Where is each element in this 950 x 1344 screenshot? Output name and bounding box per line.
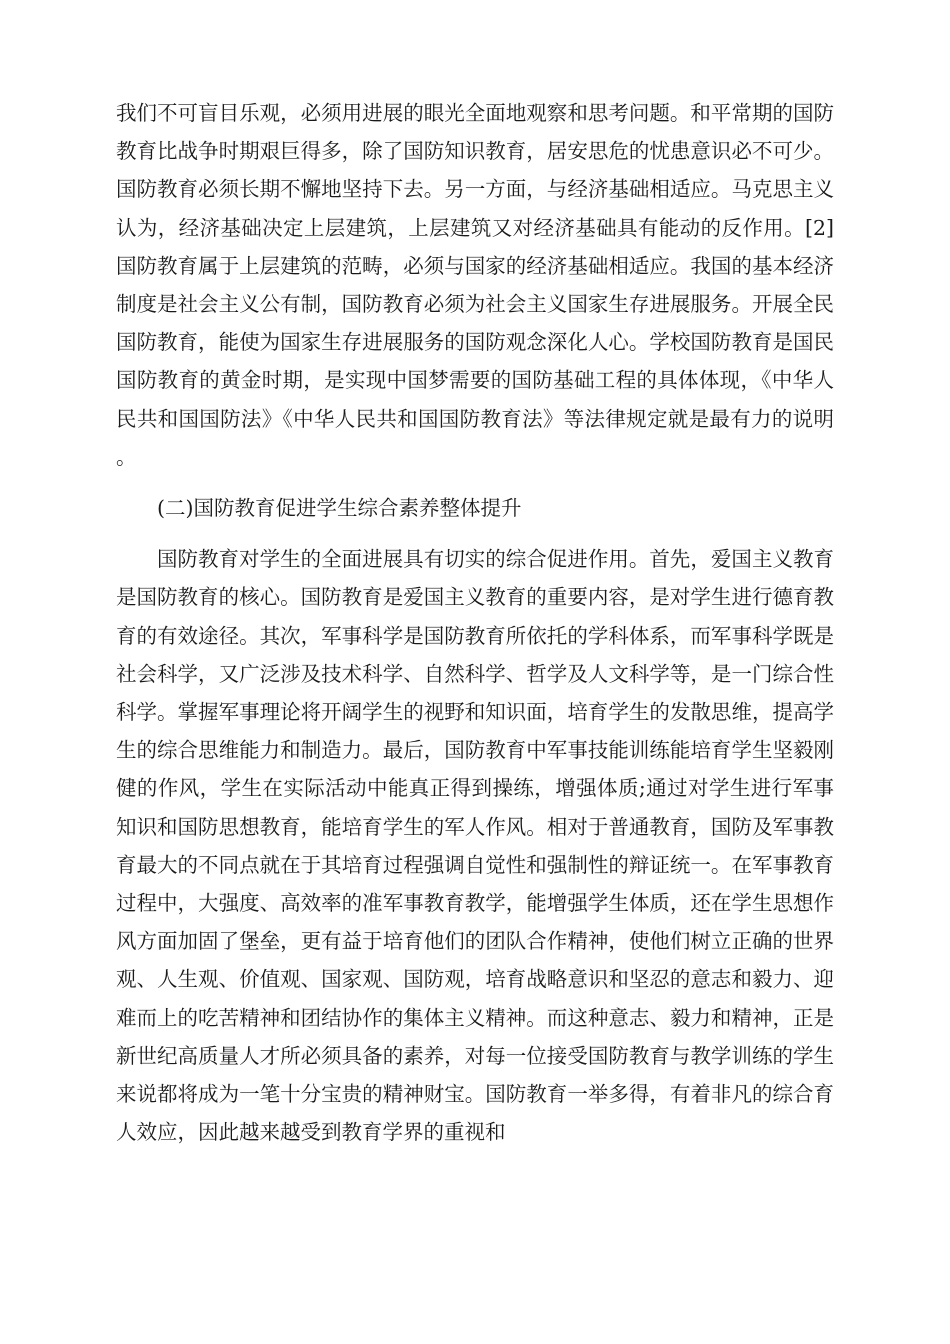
- body-paragraph-1: 我们不可盲目乐观，必须用进展的眼光全面地观察和思考问题。和平常期的国防教育比战争时期艰巨得多，除了国防知识教育，居安思危的忧患意识必不可少。国防教育必须长期不懈地坚持下去。另一方面，与经济基础相适应。马克思主义认为，经济基础决定上层建筑，上层建筑又对经济基础具有能动的反作用。[2]国防教育属于上层建筑的范畴，必须与国家的经济基础相适应。我国的基本经济制度是社会主义公有制，国防教育必须为社会主义国家生存进展服务。开展全民国防教育，能使为国家生存进展服务的国防观念深化人心。学校国防教育是国民国防教育的黄金时期，是实现中国梦需要的国防基础工程的具体体现，《中华人民共和国国防法》《中华人民共和国国防教育法》等法律规定就是最有力的说明。: [116, 101, 834, 469]
- body-paragraph-2: 国防教育对学生的全面进展具有切实的综合促进作用。首先，爱国主义教育是国防教育的核心。国防教育是爱国主义教育的重要内容，是对学生进行德育教育的有效途径。其次，军事科学是国防教育所依托的学科体系，而军事科学既是社会科学，又广泛涉及技术科学、自然科学、哲学及人文科学等，是一门综合性科学。掌握军事理论将开阔学生的视野和知识面，培育学生的发散思维，提高学生的综合思维能力和制造力。最后，国防教育中军事技能训练能培育学生坚毅刚健的作风，学生在实际活动中能真正得到操练，增强体质;通过对学生进行军事知识和国防思想教育，能培育学生的军人作风。相对于普通教育，国防及军事教育最大的不同点就在于其培育过程强调自觉性和强制性的辩证统一。在军事教育过程中，大强度、高效率的准军事教育教学，能增强学生体质，还在学生思想作风方面加固了堡垒，更有益于培育他们的团队合作精神，使他们树立正确的世界观、人生观、价值观、国家观、国防观，培育战略意识和坚忍的意志和毅力、迎难而上的吃苦精神和团结协作的集体主义精神。而这种意志、毅力和精神，正是新世纪高质量人才所必须具备的素养，对每一位接受国防教育与教学训练的学生来说都将成为一笔十分宝贵的精神财宝。国防教育一举多得，有着非凡的综合育人效应，因此越来越受到教育学界的重视和: [116, 547, 834, 1145]
- section-heading: (二)国防教育促进学生综合素养整体提升: [157, 496, 522, 521]
- document-page: [116, 94, 834, 1151]
